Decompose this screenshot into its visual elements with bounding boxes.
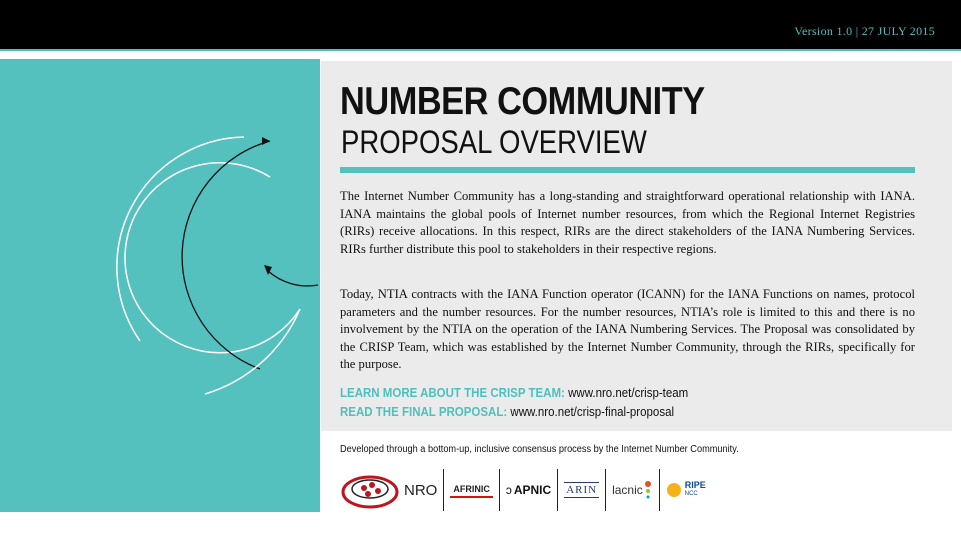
lacnic-logo-text: lacnic bbox=[612, 483, 643, 497]
page-title: NUMBER COMMUNITY bbox=[340, 80, 705, 123]
nro-logo bbox=[340, 470, 437, 510]
lacnic-dots-icon bbox=[643, 479, 653, 501]
lacnic-logo bbox=[612, 470, 653, 510]
final-proposal-link-label: READ THE FINAL PROPOSAL: bbox=[340, 405, 508, 419]
crisp-team-link[interactable]: www.nro.net/crisp-team bbox=[568, 386, 689, 400]
header-accent-line bbox=[0, 49, 961, 51]
arin-logo-text: ARIN bbox=[566, 484, 598, 496]
title-divider bbox=[340, 167, 915, 173]
apnic-logo bbox=[506, 470, 551, 510]
crisp-team-link-label: LEARN MORE ABOUT THE CRISP TEAM: bbox=[340, 386, 565, 400]
logo-divider bbox=[557, 469, 558, 511]
logo-divider bbox=[443, 469, 444, 511]
ripe-sub: NCC bbox=[684, 491, 698, 497]
logo-divider bbox=[605, 469, 606, 511]
ripe-logo-text bbox=[685, 481, 706, 499]
version-separator: | bbox=[855, 24, 859, 38]
nro-emblem-icon bbox=[340, 470, 400, 510]
version-info bbox=[794, 24, 935, 39]
version-label: Version 1.0 bbox=[794, 24, 853, 38]
body-paragraph-1: The Internet Number Community has a long-standing and straightforward operational relationship with IANA. IANA maintains the global pools of Internet number resources, from which the Regional Internet Registries (RIRs) receive allocations. In this respect, RIRs are the direct stakeholders of the IANA Numbering Services. RIRs further distribute this pool to stakeholders in their respective regions. bbox=[340, 189, 915, 256]
ripe-logo bbox=[666, 470, 706, 510]
footer-note: Developed through a bottom-up, inclusive consensus process by the Internet Number Community. bbox=[340, 444, 739, 455]
afrinic-logo-text: AFRINIC bbox=[450, 482, 493, 498]
final-proposal-link[interactable]: www.nro.net/crisp-final-proposal bbox=[510, 405, 675, 419]
logo-strip bbox=[340, 468, 706, 512]
page-subtitle: PROPOSAL OVERVIEW bbox=[341, 124, 647, 160]
body-paragraph-2: Today, NTIA contracts with the IANA Function operator (ICANN) for the IANA Functions on names, protocol parameters and the number resources. For the number resources, NTIA’s role is limited to this and there is no involvement by the NTIA on the operation of the IANA Numbering Services. The Proposal was consolidated by the CRISP Team, which was established by the Internet Number Community, through the RIRs, specifically for the purpose. bbox=[340, 287, 915, 371]
apnic-swirl-icon: ↄ bbox=[505, 483, 512, 497]
circular-arrows-graphic bbox=[0, 59, 320, 512]
apnic-logo-text: APNIC bbox=[513, 483, 552, 497]
version-date: 27 JULY 2015 bbox=[861, 24, 935, 38]
ripe-name: RIPE bbox=[684, 480, 706, 490]
nro-logo-text: NRO bbox=[404, 481, 438, 499]
arin-logo bbox=[564, 470, 599, 510]
ripe-globe-icon bbox=[666, 482, 682, 498]
crisp-team-link-row bbox=[340, 386, 688, 400]
afrinic-logo bbox=[450, 470, 493, 510]
final-proposal-link-row bbox=[340, 405, 674, 419]
logo-divider bbox=[659, 469, 660, 511]
header-bar bbox=[0, 0, 961, 50]
logo-divider bbox=[499, 469, 500, 511]
